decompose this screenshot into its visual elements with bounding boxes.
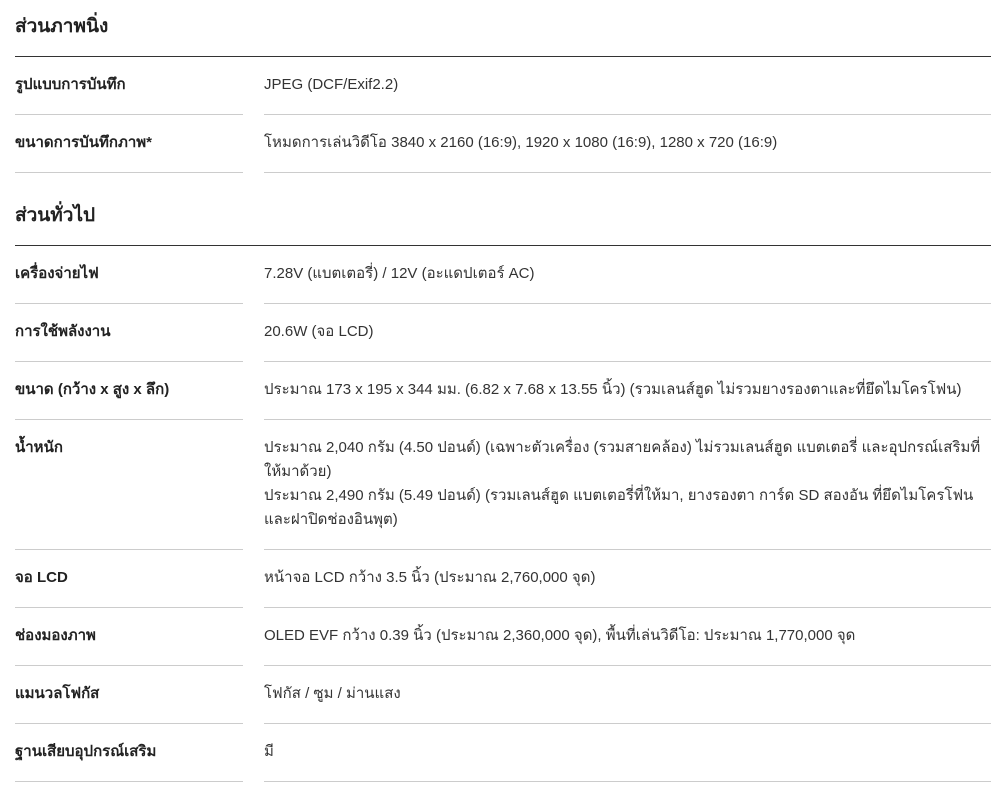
spec-value-line: 7.28V (แบตเตอรี่) / 12V (อะแดปเตอร์ AC) bbox=[264, 265, 535, 282]
section-title: ส่วนทั่วไป bbox=[15, 203, 991, 246]
spec-label: ช่องมองภาพ bbox=[15, 608, 243, 666]
spec-row-viewfinder bbox=[15, 608, 991, 666]
spec-row-power-consumption bbox=[15, 304, 991, 362]
spec-value bbox=[264, 608, 991, 666]
spec-row-lcd bbox=[15, 550, 991, 608]
spec-value-line: หน้าจอ LCD กว้าง 3.5 นิ้ว (ประมาณ 2,760,000 จุด) bbox=[264, 569, 596, 586]
spec-value-line: โหมดการเล่นวิดีโอ 3840 x 2160 (16:9), 1920 x 1080 (16:9), 1280 x 720 (16:9) bbox=[264, 134, 778, 151]
spec-label: ขนาด (กว้าง x สูง x ลึก) bbox=[15, 362, 243, 420]
spec-value bbox=[264, 362, 991, 420]
section-title: ส่วนภาพนิ่ง bbox=[15, 14, 991, 57]
spec-value bbox=[264, 420, 991, 550]
spec-value-line: JPEG (DCF/Exif2.2) bbox=[264, 76, 399, 93]
spec-value-line: ประมาณ 173 x 195 x 344 มม. (6.82 x 7.68 x 13.55 นิ้ว) (รวมเลนส์ฮูด ไม่รวมยางรองตาและที่ยึดไมโครโฟน) bbox=[264, 381, 962, 398]
spec-label: ฐานเสียบอุปกรณ์เสริม bbox=[15, 724, 243, 782]
spec-value-line: ประมาณ 2,490 กรัม (5.49 ปอนด์) (รวมเลนส์ฮูด แบตเตอรี่ที่ให้มา, ยางรองตา การ์ด SD สองอัน ที่ยึดไมโครโฟน และฝาปิดช่องอินพุต) bbox=[264, 487, 974, 528]
spec-label: เครื่องจ่ายไฟ bbox=[15, 246, 243, 304]
spec-value-line: โฟกัส / ซูม / ม่านแสง bbox=[264, 685, 401, 702]
spec-label: ขนาดการบันทึกภาพ* bbox=[15, 115, 243, 173]
spec-row-accessory-shoe bbox=[15, 724, 991, 782]
spec-value-line: ประมาณ 2,040 กรัม (4.50 ปอนด์) (เฉพาะตัวเครื่อง (รวมสายคล้อง) ไม่รวมเลนส์ฮูด แบตเตอรี่ และอุปกรณ์เสริมที่ให้มาด้วย) bbox=[264, 439, 981, 480]
spec-value bbox=[264, 115, 991, 173]
spec-value bbox=[264, 57, 991, 115]
spec-value bbox=[264, 246, 991, 304]
spec-row-weight bbox=[15, 420, 991, 550]
spec-label: น้ำหนัก bbox=[15, 420, 243, 550]
spec-label: รูปแบบการบันทึก bbox=[15, 57, 243, 115]
spec-row-image-size bbox=[15, 115, 991, 173]
spec-value bbox=[264, 550, 991, 608]
spec-value bbox=[264, 666, 991, 724]
spec-value bbox=[264, 304, 991, 362]
section-general bbox=[15, 203, 991, 782]
spec-label: แมนวลโฟกัส bbox=[15, 666, 243, 724]
spec-row-dimensions bbox=[15, 362, 991, 420]
spec-value bbox=[264, 724, 991, 782]
spec-value-line: 20.6W (จอ LCD) bbox=[264, 323, 374, 340]
spec-row-power-supply bbox=[15, 246, 991, 304]
spec-value-line: OLED EVF กว้าง 0.39 นิ้ว (ประมาณ 2,360,000 จุด), พื้นที่เล่นวิดีโอ: ประมาณ 1,770,000 จุด bbox=[264, 627, 856, 644]
spec-label: การใช้พลังงาน bbox=[15, 304, 243, 362]
section-still-image bbox=[15, 14, 991, 173]
spec-label: จอ LCD bbox=[15, 550, 243, 608]
spec-value-line: มี bbox=[264, 743, 274, 760]
spec-row-manual-focus bbox=[15, 666, 991, 724]
spec-row-recording-format bbox=[15, 57, 991, 115]
